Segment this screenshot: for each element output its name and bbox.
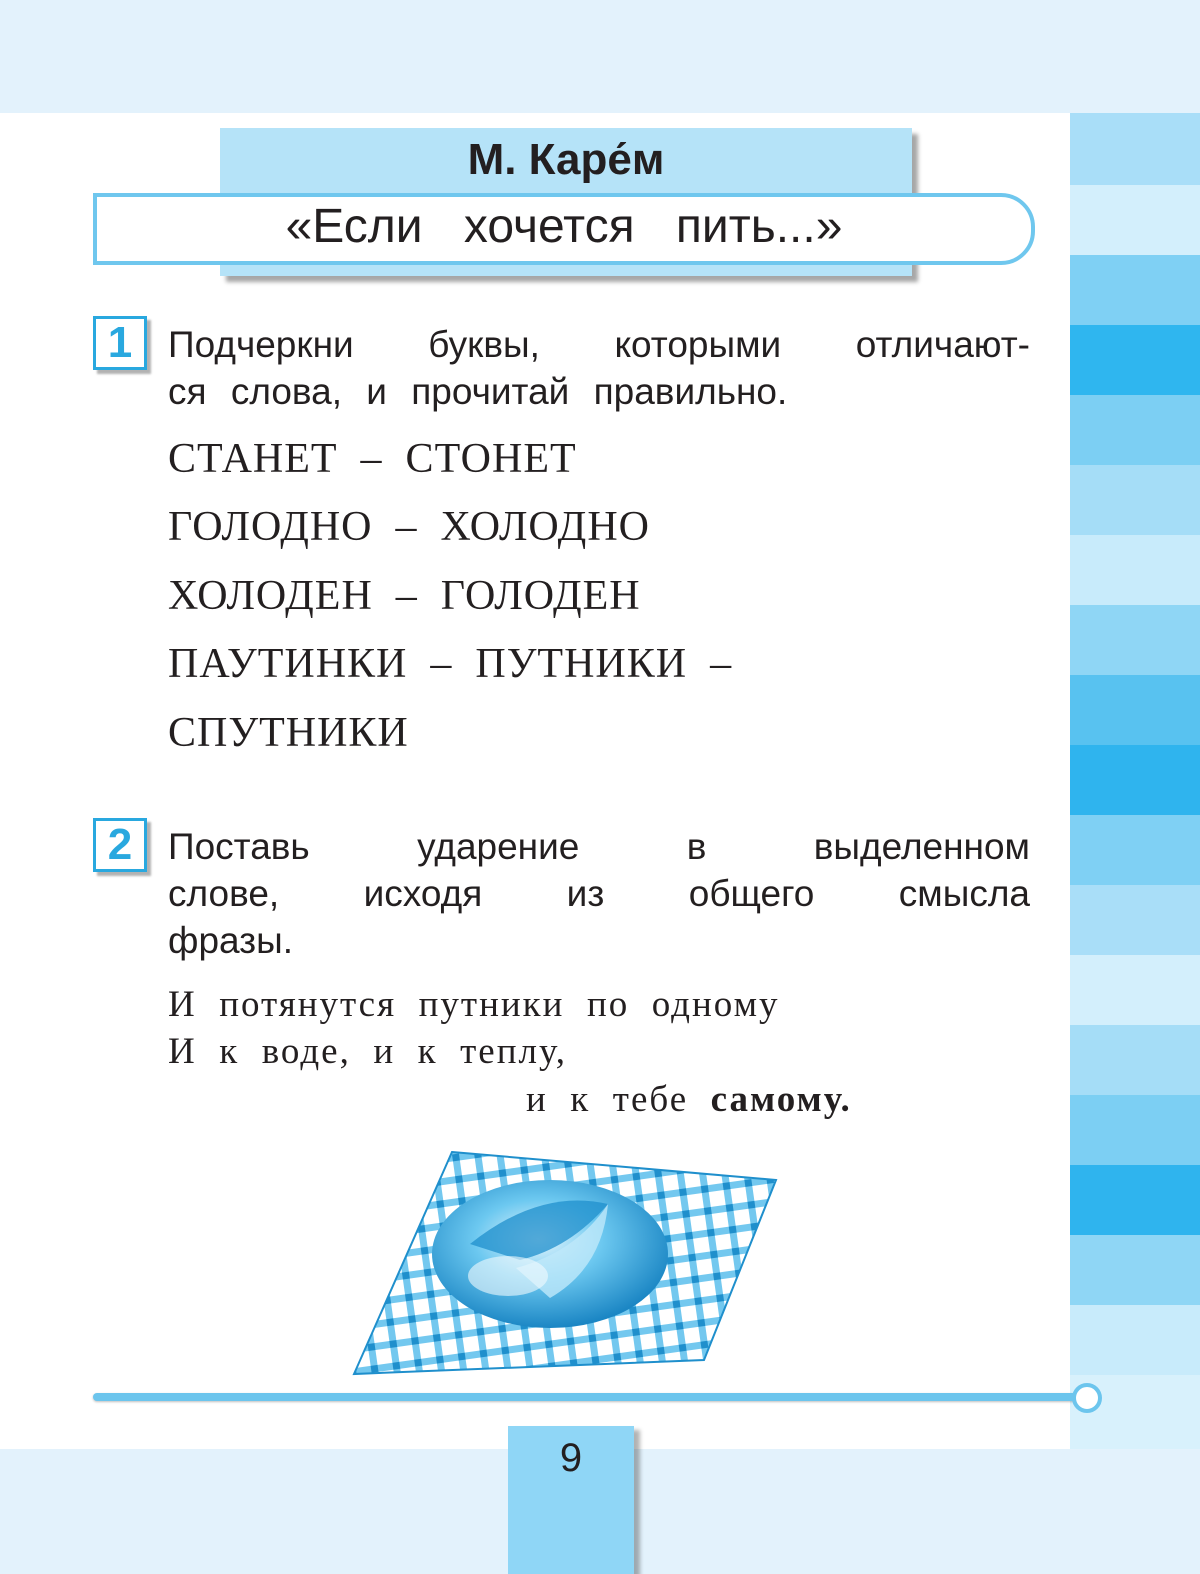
task-2-instruction-line: Поставь ударение в выделенном xyxy=(168,826,1030,867)
poem-line: И к воде, и к теплу, xyxy=(168,1031,568,1072)
task-2-instruction-line: фразы. xyxy=(168,920,294,961)
word-pair-row: ПАУТИНКИ – ПУТНИКИ – xyxy=(168,641,733,687)
task-number-2: 2 xyxy=(93,818,147,872)
task-1-instruction-line: Подчеркни буквы, которыми отличают- xyxy=(168,324,1030,365)
task-2-instruction xyxy=(168,823,1030,964)
bread-on-checkered-napkin-icon xyxy=(340,1148,780,1380)
task-1-instruction xyxy=(168,321,1030,415)
bottom-divider-line xyxy=(93,1393,1085,1401)
word-pair-row: СТАНЕТ – СТОНЕТ xyxy=(168,436,577,482)
task-1-instruction-line: ся слова, и прочитай правильно. xyxy=(168,371,788,412)
poem-line-text: и к тебе xyxy=(526,1079,711,1120)
author-name: М. Каре́м xyxy=(467,135,665,184)
task-number-1: 1 xyxy=(93,316,147,370)
poem-line: И потянутся путники по одному xyxy=(168,984,780,1025)
highlighted-word: самому. xyxy=(710,1079,852,1120)
task-2-instruction-line: слове, исходя из общего смысла xyxy=(168,873,1030,914)
poem-title: «Если хочется пить...» xyxy=(285,200,843,253)
word-pair-row: ХОЛОДЕН – ГОЛОДЕН xyxy=(168,573,641,619)
poem-line xyxy=(526,1076,852,1123)
decorative-side-stripes xyxy=(1070,113,1200,1449)
divider-end-circle xyxy=(1072,1383,1102,1413)
page-number: 9 xyxy=(508,1426,634,1574)
word-pair-row: СПУТНИКИ xyxy=(168,710,409,756)
word-pair-row: ГОЛОДНО – ХОЛОДНО xyxy=(168,504,650,550)
